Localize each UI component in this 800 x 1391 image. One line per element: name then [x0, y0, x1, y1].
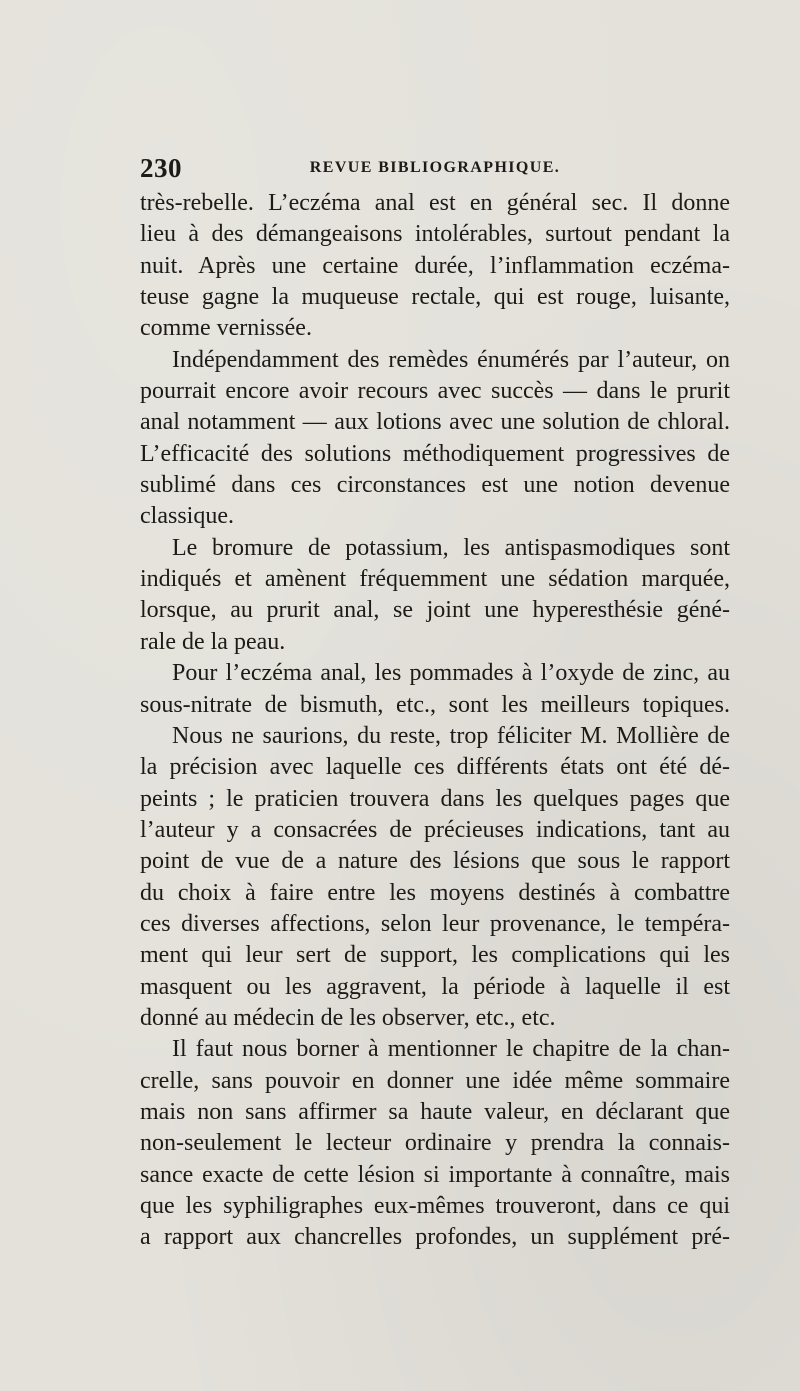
page-number: 230: [140, 153, 182, 183]
text-line: Il faut nous borner à mentionner le chapitre de la chan-: [172, 1036, 730, 1063]
text-line: du choix à faire entre les moyens destinés à combattre: [140, 879, 730, 906]
text-line: ment qui leur sert de support, les complications qui les: [140, 942, 730, 969]
text-line: mais non sans affirmer sa haute valeur, en déclarant que: [140, 1098, 730, 1125]
page-header: [140, 153, 730, 183]
text-line: l’auteur y a consacrées de précieuses indications, tant au: [140, 816, 730, 843]
text-line: crelle, sans pouvoir en donner une idée même sommaire: [140, 1067, 730, 1094]
text-line: la précision avec laquelle ces différents états ont été dé-: [140, 754, 730, 781]
text-line: lieu à des démangeaisons intolérables, surtout pendant la: [140, 221, 730, 248]
text-line: Nous ne saurions, du reste, trop féliciter M. Mollière de: [172, 722, 730, 749]
text-line: Indépendamment des remèdes énumérés par l’auteur, on: [172, 346, 730, 373]
text-line: Le bromure de potassium, les antispasmodiques sont: [172, 534, 730, 561]
text-line: masquent ou les aggravent, la période à laquelle il est: [140, 973, 730, 1000]
text-line: donné au médecin de les observer, etc., etc.: [140, 1004, 556, 1031]
text-line: ces diverses affections, selon leur provenance, le tempéra-: [140, 910, 730, 937]
body-text: [140, 188, 730, 1254]
text-line: nuit. Après une certaine durée, l’inflammation eczéma-: [140, 252, 730, 279]
text-line: rale de la peau.: [140, 628, 286, 655]
text-line: peints ; le praticien trouvera dans les quelques pages que: [140, 785, 730, 812]
text-line: L’efficacité des solutions méthodiquement progressives de: [140, 440, 730, 467]
text-line: point de vue de a nature des lésions que sous le rapport: [140, 848, 730, 875]
text-line: que les syphiligraphes eux-mêmes trouveront, dans ce qui: [140, 1193, 730, 1219]
text-line: sublimé dans ces circonstances est une notion devenue: [140, 472, 730, 499]
text-line: non-seulement le lecteur ordinaire y prendra la connais-: [140, 1130, 730, 1157]
text-line: comme vernissée.: [140, 315, 312, 342]
text-line: sance exacte de cette lésion si importante à connaître, mais: [140, 1161, 730, 1188]
text-line: très-rebelle. L’eczéma anal est en général sec. Il donne: [140, 190, 730, 216]
running-head: REVUE BIBLIOGRAPHIQUE.: [309, 159, 561, 176]
text-line: anal notamment — aux lotions avec une solution de chloral.: [140, 409, 730, 436]
text-line: classique.: [140, 503, 234, 530]
text-line: lorsque, au prurit anal, se joint une hyperesthésie géné-: [140, 597, 730, 624]
text-line: indiqués et amènent fréquemment une sédation marquée,: [140, 566, 730, 593]
text-line: pourrait encore avoir recours avec succès — dans le prurit: [140, 378, 730, 405]
text-line: a rapport aux chancrelles profondes, un supplément pré-: [140, 1224, 730, 1251]
text-line: sous-nitrate de bismuth, etc., sont les meilleurs topiques.: [140, 691, 730, 718]
text-line: teuse gagne la muqueuse rectale, qui est rouge, luisante,: [140, 284, 730, 311]
text-line: Pour l’eczéma anal, les pommades à l’oxyde de zinc, au: [172, 660, 730, 687]
